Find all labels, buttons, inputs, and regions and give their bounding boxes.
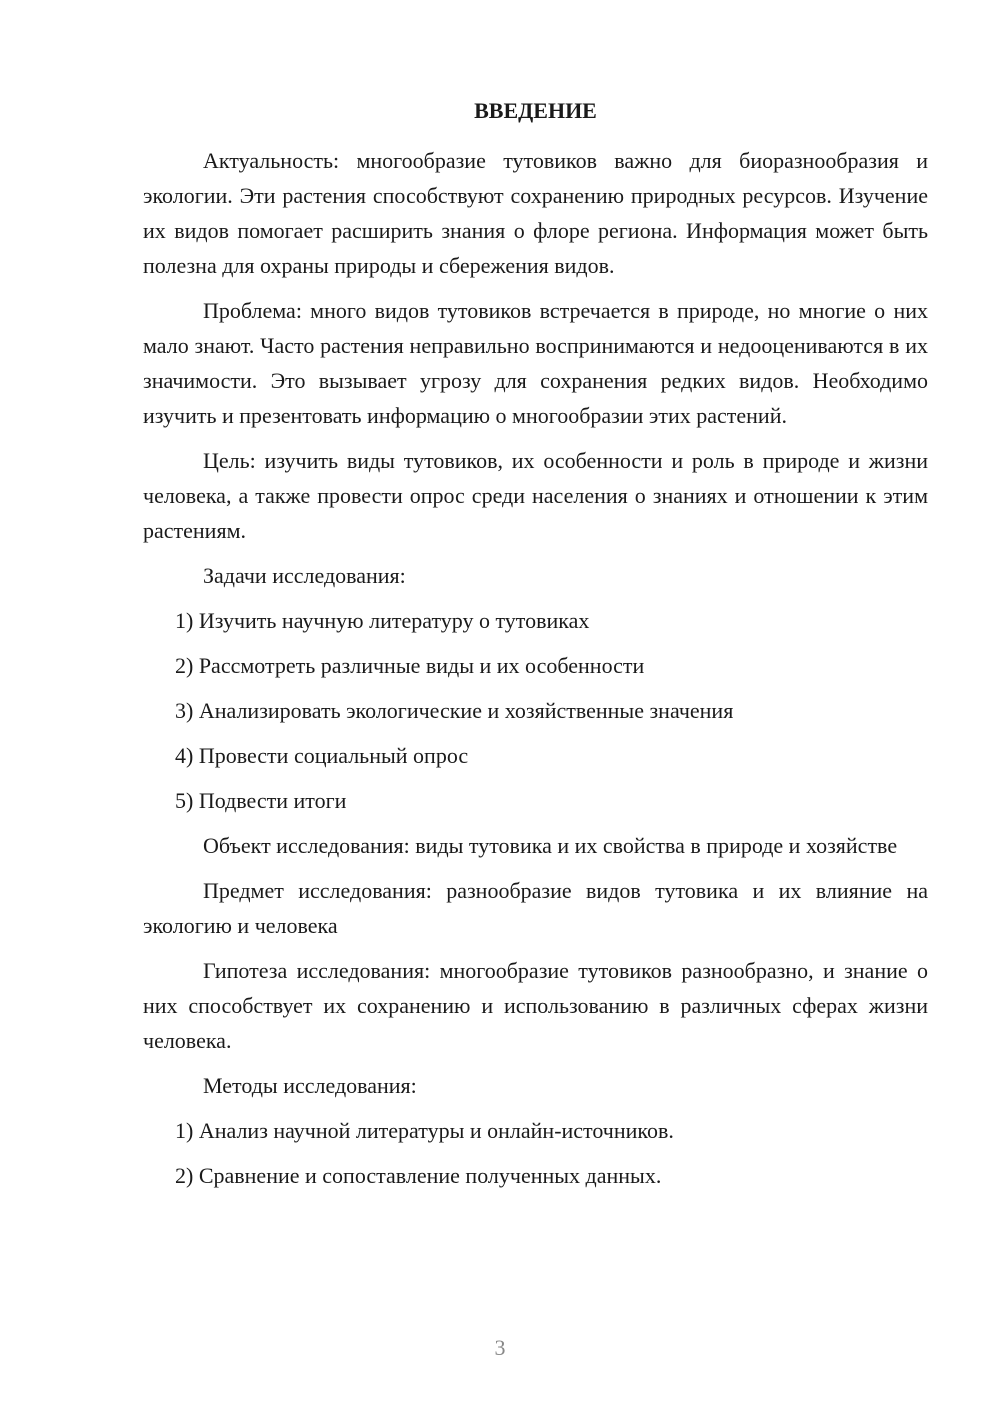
methods-list [143,1113,928,1193]
task-item: 1) Изучить научную литературу о тутовиках [175,608,590,633]
method-item: 1) Анализ научной литературы и онлайн-источников. [175,1118,674,1143]
subject-paragraph: Предмет исследования: разнообразие видов тутовика и их влияние на экологию и человека [143,878,928,938]
tasks-list [143,603,928,818]
methods-heading: Методы исследования: [203,1073,417,1098]
tasks-heading: Задачи исследования: [203,563,406,588]
task-item: 5) Подвести итоги [175,788,347,813]
problem-paragraph: Проблема: много видов тутовиков встречается в природе, но многие о них мало знают. Часто растения неправильно воспринимаются и недооцениваются в их значимости. Это вызывает угрозу для сохранения редких видов. Необходимо изучить и презентовать информацию о многообразии этих растений. [143,298,928,428]
goal-paragraph: Цель: изучить виды тутовиков, их особенности и роль в природе и жизни человека, а также провести опрос среди населения о знаниях и отношении к этим растениям. [143,448,928,543]
document-page [143,96,928,1203]
task-item: 2) Рассмотреть различные виды и их особенности [175,653,645,678]
page-number: 3 [494,1335,506,1360]
task-item: 3) Анализировать экологические и хозяйственные значения [175,698,734,723]
section-title: ВВЕДЕНИЕ [474,98,597,123]
relevance-paragraph: Актуальность: многообразие тутовиков важно для биоразнообразия и экологии. Эти растения способствуют сохранению природных ресурсов. Изучение их видов помогает расширить знания о флоре региона. Информация может быть полезна для охраны природы и сбережения видов. [143,148,928,278]
object-paragraph: Объект исследования: виды тутовика и их свойства в природе и хозяйстве [203,833,898,858]
hypothesis-paragraph: Гипотеза исследования: многообразие тутовиков разнообразно, и знание о них способствует их сохранению и использованию в различных сферах жизни человека. [143,958,928,1053]
task-item: 4) Провести социальный опрос [175,743,469,768]
method-item: 2) Сравнение и сопоставление полученных данных. [175,1163,662,1188]
